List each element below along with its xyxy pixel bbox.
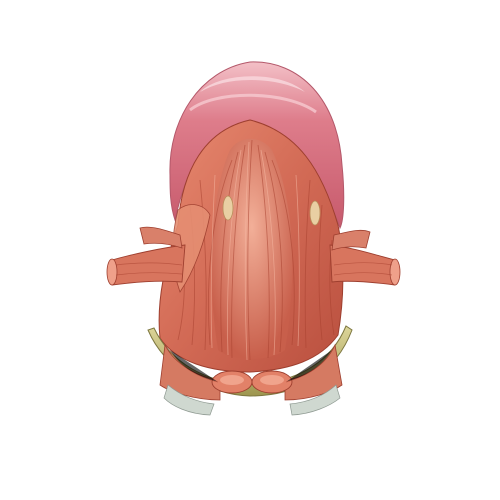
left-muscle-stump bbox=[107, 227, 185, 285]
right-muscle-stump bbox=[330, 230, 400, 285]
left-tendon-node bbox=[223, 196, 233, 220]
right-tendon-node bbox=[310, 201, 320, 225]
